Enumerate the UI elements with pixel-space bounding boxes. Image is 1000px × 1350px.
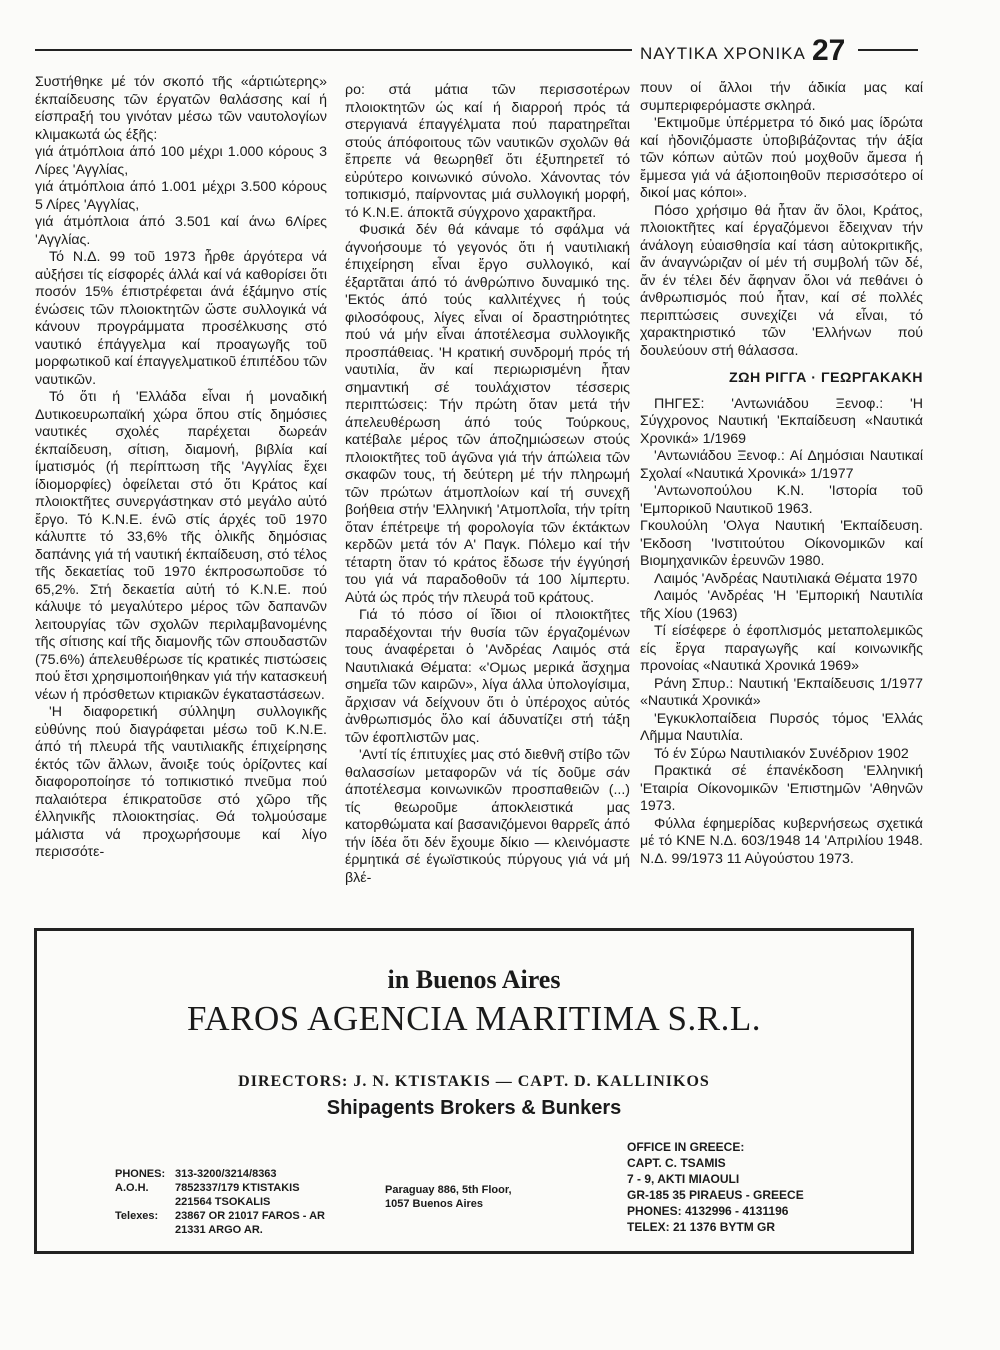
paragraph: Τό Ν.Δ. 99 τοῦ 1973 ἦρθε άργότερα νά αὐξήσει τίς είσφορές άλλά καί νά καθορίσει ὅτι ποσόν 15% έπιστρέφεται άνά έξάμηνο στίς ένώσεις τῶν πλοιοκτητῶν ὥστε συλλογικά νά κάνουν προγράμματα προσέλκυσης στό ναυτικό έπάγγελμα καί προαγωγῆς τοῦ μορφωτικοῦ καί έπαγγελματικοῦ έπιπέδου τῶν ναυτικῶν. (35, 249, 327, 388)
paragraph: Συστήθηκε μέ τόν σκοπό τῆς «άρτιώτερης» έκπαίδευσης τῶν έργατῶν θαλάσσης καί ή είσπραξή του γινόταν μέσω τῶν ναυτολογίων κλιμακωτά ώς έξῆς: (35, 74, 327, 143)
ad-greece-phones: PHONES: 4132996 - 4131196 (627, 1204, 789, 1218)
ad-aoh-line1: 7852337/179 KTISTAKIS (175, 1182, 300, 1194)
ad-aoh-row-2 (115, 1195, 325, 1209)
ad-greece-title: OFFICE IN GREECE: (627, 1140, 745, 1154)
ad-company-name: FAROS AGENCIA MARITIMA S.R.L. (187, 999, 761, 1038)
paragraph: Τό ὅτι ή 'Ελλάδα εἶναι ή μοναδική Δυτικοευρωπαϊκή χώρα ὅπου στίς δημόσιες ναυτικές σχολές παρέχεται δωρεάν έκπαίδευση, σίτιση, διαμονή, βιβλία καί ίματισμός (ή περίπτωση τῆς 'Αγγλίας ἔχει ίδιομορφίες) ὀφείλεται στό ὅτι Κράτος καί πλοιοκτῆτες συνεργάστηκαν στό μεγάλο αὐτό ἔργο. Τό Κ.Ν.Ε. ένῶ στίς άρχές τοῦ 1970 κάλυπτε τό 33,6% τῆς ὁλικῆς δημόσιας δαπάνης γιά τή ναυτική έκπαίδευση, στό τέλος τῆς δεκαετίας τοῦ 1970 έκπροσωποῦσε τό 65,2%. Στή δεκαετία αὐτή τό Κ.Ν.Ε. πού κάλυψε τό μεγαλύτερο μέρος τῶν δαπανῶν λειτουργίας τῶν σχολῶν περιλαμβανομένης τῆς σίτισης καί τῆς διαμονῆς τῶν σπουδαστῶν (75.6%) άπελευθέρωσε τίς κρατικές πιστώσεις πού ἔτσι χρησιμοποιήθηκαν γιά τήν κατασκευή νέων ή πρόσθετων κτιριακῶν έγκαταστάσεων. (35, 389, 327, 703)
source-item: 'Αντωνοπούλου Κ.Ν. 'Ιστορία τοῦ 'Εμπορικοῦ Ναυτικοῦ 1963. (640, 483, 923, 517)
magazine-title: ΝΑΥΤΙΚΑ ΧΡΟΝΙΚΑ (640, 44, 806, 63)
ad-aoh-label: A.O.H. (115, 1182, 149, 1194)
ad-phones-label: PHONES: (115, 1168, 166, 1180)
paragraph: 'Η διαφορετική σύλληψη συλλογικῆς εὐθύνης πού διαγράφεται μέσω τοῦ Κ.Ν.Ε. άπό τή πλευρά τῆς ναυτιλιακῆς έπιχείρησης έκτός τῶν ἄλλων, ἄνοιξε τούς ὁρίζοντες καί διαφοροποίησε τό τοπικιστικό πνεῦμα πού παλαιότερα έπικρατοῦσε στό χῶρο τῆς έλληνικῆς πλοιοκτησίας. Θά τολμούσαμε μάλιστα νά προχωρήσουμε καί λίγο περισσότε- (35, 704, 327, 860)
header-rule-right (858, 49, 918, 51)
ad-office-greece (627, 1139, 804, 1235)
ad-telexes-label: Telexes: (115, 1210, 159, 1222)
source-item: Λαιμός 'Ανδρέας 'Η 'Εμπορική Ναυτιλία τῆς Χίου (1963) (640, 588, 923, 622)
paragraph: Φυσικά δέν θά κάναμε τό σφάλμα νά άγνοήσουμε τό γεγονός ὅτι ή ναυτιλιακή έπιχείρηση εἶναι ἔργο συλλογικό, καί έξαρτᾶται άπό τό άνθρώπινο δυναμικό της. 'Εκτός άπό τούς καλλιτέχνες ή τούς φιλοσόφους, λίγες εἶναι οί δραστηριότητες πού νά μήν εἶναι άποτέλεσμα συλλογικῆς προσπάθειας. 'Η κρατική συνδρομή πρός τή ναυτιλία, ἄν καί περιωρισμένη ἦταν σημαντική σέ τουλάχιστον τέσσερις περιπτώσεις: Τήν πρώτη ὅταν μετά τήν άπελευθέρωση άπό τούς Τούρκους, κατέβαλε μέρος τῶν άποζημιώσεων στούς πλοιοκτῆτες τοῦ άγῶνα γιά τήν άπώλεια τῶν σκαφῶν τους, τή δεύτερη μέ τήν πληρωμή τῶν πρώτων άτμοπλοίων καί τή συνεχῆ βοήθεια στήν 'Ελληνική 'Ατμοπλοΐα, τήν τρίτη ὅταν έπέτρεψε τή φορολογία τῶν έκτάκτων κερδῶν μετά τόν Α' Παγκ. Πόλεμο καί τήν τέταρτη ὅταν τό κράτος ἔδωσε τήν έγγύησή του γιά νά παραδοθοῦν τά 100 λίμπερτυ. Αὐτά ώς πρός τήν πλευρά τοῦ κράτους. (345, 222, 630, 606)
ad-greece-street: 7 - 9, AKTI MIAOULI (627, 1172, 740, 1186)
ad-contact-buenos-aires (115, 1167, 325, 1237)
ad-phones: 313-3200/3214/8363 (175, 1168, 277, 1180)
paragraph: Πόσο χρήσιμο θά ἦταν ἄν ὅλοι, Κράτος, πλοιοκτῆτες καί έργαζόμενοι ἔδειχναν τήν άνάλογη εὐαισθησία καί τάση αὐτοκριτικῆς, ἄν άναγνώριζαν οί μέν τή συμβολή τῶν δέ, ἄν έν τέλει δέν ἄφηναν ὅλοι νά πεθάνει ὁ άνθρωπισμός πού ἦταν, καί σέ πολλές περιπτώσεις συνεχίζει νά εἶναι, τό χαρακτηριστικό τῶν 'Ελλήνων πού δουλεύουν στή θάλασσα. (640, 202, 923, 359)
ad-telex-row-2 (115, 1223, 325, 1237)
paragraph: 'Εκτιμοῦμε ὑπέρμετρα τό δικό μας ίδρώτα καί ἡδονιζόμαστε ὑποβιβάζοντας τήν άξία τῶν κόπων αὐτῶν πού μοχθοῦν ἄμεσα ή ἔμμεσα γιά νά άξιοποιηθοῦν περισσότερο οί δικοί μας κόποι». (640, 115, 923, 201)
article-column-1 (35, 74, 327, 862)
ad-address-line2: 1057 Buenos Aires (385, 1198, 484, 1210)
source-item: Τό έν Σύρω Ναυτιλιακόν Συνέδριον 1902 (654, 745, 909, 762)
source-item: Γκουλούλη 'Ολγα Ναυτική 'Εκπαίδευση. 'Εκδοση 'Ινστιτούτου Οίκονομικῶν καί Βιομηχανικῶν ἐρευνῶν 1980. (640, 518, 923, 569)
ad-directors: DIRECTORS: J. N. KTISTAKIS — CAPT. D. KALLINIKOS (238, 1073, 710, 1090)
sources-list (640, 396, 923, 869)
header-rule-left (35, 49, 632, 51)
paragraph: γιά άτμόπλοια άπό 100 μέχρι 1.000 κόρους 3 Λίρες 'Αγγλίας, γιά άτμόπλοια άπό 1.001 μέχρι 3.500 κόρους 5 Λίρες 'Αγγλίας, γιά άτμόπλοια άπό 3.501 καί άνω 6Λίρες 'Αγγλίας. (35, 144, 327, 248)
ad-telexes-line1: 23867 OR 21017 FAROS - AR (175, 1210, 325, 1222)
ad-greece-telex: TELEX: 21 1376 BYTM GR (627, 1220, 776, 1234)
source-item: 'Αντωνιάδου Ξενοφ.: Αί Δημόσιαι Ναυτικαί Σχολαί «Ναυτικά Χρονικά» 1/1977 (640, 448, 923, 482)
source-item: Λαιμός 'Ανδρέας Ναυτιλιακά Θέματα 1970 (654, 570, 918, 587)
author-signature: ΖΩΗ ΡΙΓΓΑ · ΓΕΩΡΓΑΚΑΚΗ (728, 370, 923, 386)
ad-telexes-line2: 21331 ARGO AR. (175, 1224, 263, 1236)
ad-telex-row (115, 1209, 325, 1223)
paragraph: Γιά τό πόσο οί ἴδιοι οί πλοιοκτῆτες παραδέχονται τήν θυσία τῶν έργαζομένων τους άναφέρεται ὁ 'Ανδρέας Λαιμός στά Ναυτιλιακά Θέματα: «'Ομως μερικά ἄσχημα σημεῖα τῶν καιρῶν», λίγα άλλα ὑπολογίσιμα, ἄρχισαν νά δείχνουν ὅτι ὁ ὑπέροχος αὐτός ἀνθρωπισμός ὅλο καί άδυνατίζει στή τάξη τῶν έφοπλιστῶν μας. (345, 607, 630, 746)
ad-aoh-row (115, 1181, 325, 1195)
source-item: Τί είσέφερε ὁ έφοπλισμός μεταπολεμικῶς είς ἔργα παραγωγῆς καί κοινωνικῆς προνοίας «Ναυτικά Χρονικά 1969» (640, 623, 923, 674)
ad-address-buenos-aires (385, 1183, 512, 1211)
page-number: 27 (812, 34, 846, 67)
ad-phones-row (115, 1167, 325, 1181)
source-item: Ράνη Σπυρ.: Ναυτική 'Εκπαίδευσις 1/1977 «Ναυτικά Χρονικά» (640, 675, 923, 709)
ad-greece-contact: CAPT. C. TSAMIS (627, 1156, 726, 1170)
ad-greece-city: GR-185 35 PIRAEUS - GREECE (627, 1188, 804, 1202)
paragraph: πουν οί ἄλλοι τήν άδικία μας καί συμπεριφερόμαστε σκληρά. (640, 80, 923, 114)
paragraph: 'Αντί τίς έπιτυχίες μας στό διεθνῆ στίβο τῶν θαλασσίων μεταφορῶν νά τίς δοῦμε σάν άποτέλεσμα κοινωνικῶν προσπαθειῶν (...) τίς θεωροῦμε άποκλειστικά μας κατορθώματα καί βασανιζόμενοι θαρρεῖς άπό τήν ίδέα ὅτι δέν ἔχουμε δίκιο — κλεινόμαστε έρμητικά σέ έγωϊστικούς πύργους γιά νά μή βλέ- (345, 747, 630, 886)
ad-location: in Buenos Aires (387, 965, 561, 994)
paragraph: ρο: στά μάτια τῶν περισσοτέρων πλοιοκτητῶν ώς καί ή διαρροή πρός τά στεργιανά έπαγγέλματα πού παρατηρεῖται στούς άπόφοιτους τῶν ναυτικῶν σχολῶν θά ἔπρεπε νά θεωρηθεῖ ὅτι έξυπηρετεῖ τό εὐρύτερο κοινωνικό σύνολο. Χάνοντας τόν τοπικισμό, παίρνοντας μιά συλλογική μορφή, τό Κ.Ν.Ε. άποκτᾶ σύγχρονο χαρακτῆρα. (345, 82, 630, 221)
source-item: 'Εγκυκλοπαίδεια Πυρσός τόμος 'Ελλάς Λῆμμα Ναυτιλία. (640, 710, 923, 744)
source-item: Φύλλα έφημερίδας κυβερνήσεως σχετικά μέ τό ΚΝΕ Ν.Δ. 603/1948 14 'Απριλίου 1948. Ν.Δ. 99/1973 11 Αὐγούστου 1973. (640, 815, 923, 867)
article-column-2 (345, 82, 630, 887)
article-column-3 (640, 80, 923, 868)
ad-aoh-line2: 221564 TSOKALIS (175, 1196, 271, 1208)
advertisement-box (34, 928, 914, 1254)
ad-address-line1: Paraguay 886, 5th Floor, (385, 1184, 512, 1196)
source-item: Πρακτικά σέ έπανέκδοση 'Ελληνική 'Εταιρία Οίκονομικῶν 'Επιστημῶν 'Αθηνῶν 1973. (640, 763, 923, 814)
ad-services: Shipagents Brokers & Bunkers (326, 1097, 622, 1119)
source-item: ΠΗΓΕΣ: 'Αντωνιάδου Ξενοφ.: 'Η Σύγχρονος Ναυτική 'Εκπαίδευση «Ναυτικά Χρονικά» 1/1969 (640, 395, 923, 447)
